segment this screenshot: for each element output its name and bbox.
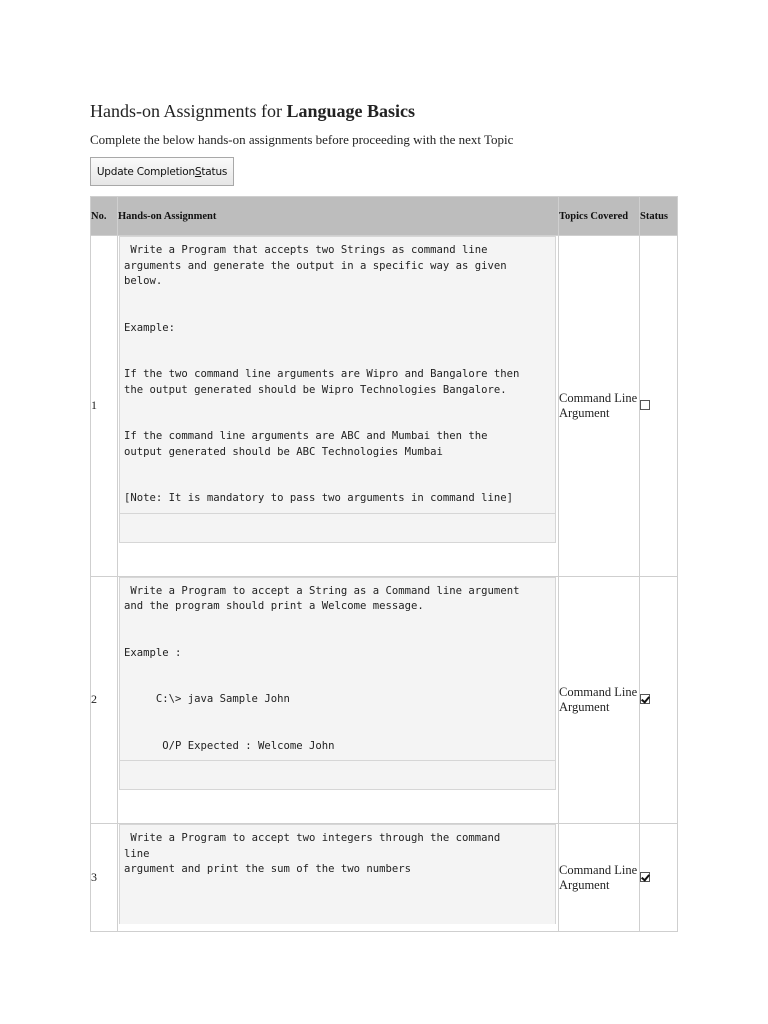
assignment-code-footer xyxy=(119,760,556,790)
header-topics: Topics Covered xyxy=(559,197,640,236)
table-row xyxy=(91,576,678,824)
page-title-prefix: Hands-on Assignments for xyxy=(90,101,287,121)
header-no: No. xyxy=(91,197,118,236)
update-label-post: tatus xyxy=(201,165,228,178)
row-number: 1 xyxy=(91,236,118,577)
table-row xyxy=(91,824,678,932)
row-number: 2 xyxy=(91,576,118,824)
assignment-cell xyxy=(118,236,559,577)
table-row xyxy=(91,236,678,577)
assignment-cell xyxy=(118,576,559,824)
assignment-code-footer xyxy=(119,513,556,543)
header-status: Status xyxy=(640,197,678,236)
status-checkbox[interactable] xyxy=(640,872,650,882)
topics-covered: Command Line Argument xyxy=(559,236,640,577)
cell-spacer xyxy=(118,543,558,576)
status-cell xyxy=(640,576,678,824)
status-checkbox[interactable] xyxy=(640,694,650,704)
status-cell xyxy=(640,236,678,577)
update-label-access-key: S xyxy=(194,165,202,178)
update-completion-status-button[interactable] xyxy=(90,157,234,186)
page-title xyxy=(90,101,415,122)
status-cell xyxy=(640,824,678,932)
status-checkbox[interactable] xyxy=(640,400,650,410)
cell-spacer xyxy=(118,790,558,823)
assignment-text: Write a Program to accept two integers through the command line argument and print the sum of the two numbers xyxy=(119,824,556,924)
assignments-table xyxy=(90,196,678,932)
assignment-cell xyxy=(118,824,559,932)
assignment-text: Write a Program to accept a String as a Command line argument and the program should print a Welcome message. Example : C:\> java Sample John O/P Expected : Welcome John xyxy=(119,577,556,761)
table-header-row xyxy=(91,197,678,236)
update-label-pre: Update Completion xyxy=(96,165,195,178)
header-assignment: Hands-on Assignment xyxy=(118,197,559,236)
topics-covered: Command Line Argument xyxy=(559,824,640,932)
page-title-topic: Language Basics xyxy=(286,101,416,121)
topics-covered: Command Line Argument xyxy=(559,576,640,824)
assignment-text: Write a Program that accepts two Strings as command line arguments and generate the output in a specific way as given below. Example: If the two command line arguments are Wipro and Bangalore then the output generated should be Wipro Technologies Bangalore. If the command line arguments are ABC and Mumbai then the output generated should be ABC Technologies Mumbai [Note: It is mandatory to pass two arguments in command line] xyxy=(119,236,556,513)
page-subtitle: Complete the below hands-on assignments before proceeding with the next Topic xyxy=(90,132,514,147)
row-number: 3 xyxy=(91,824,118,932)
